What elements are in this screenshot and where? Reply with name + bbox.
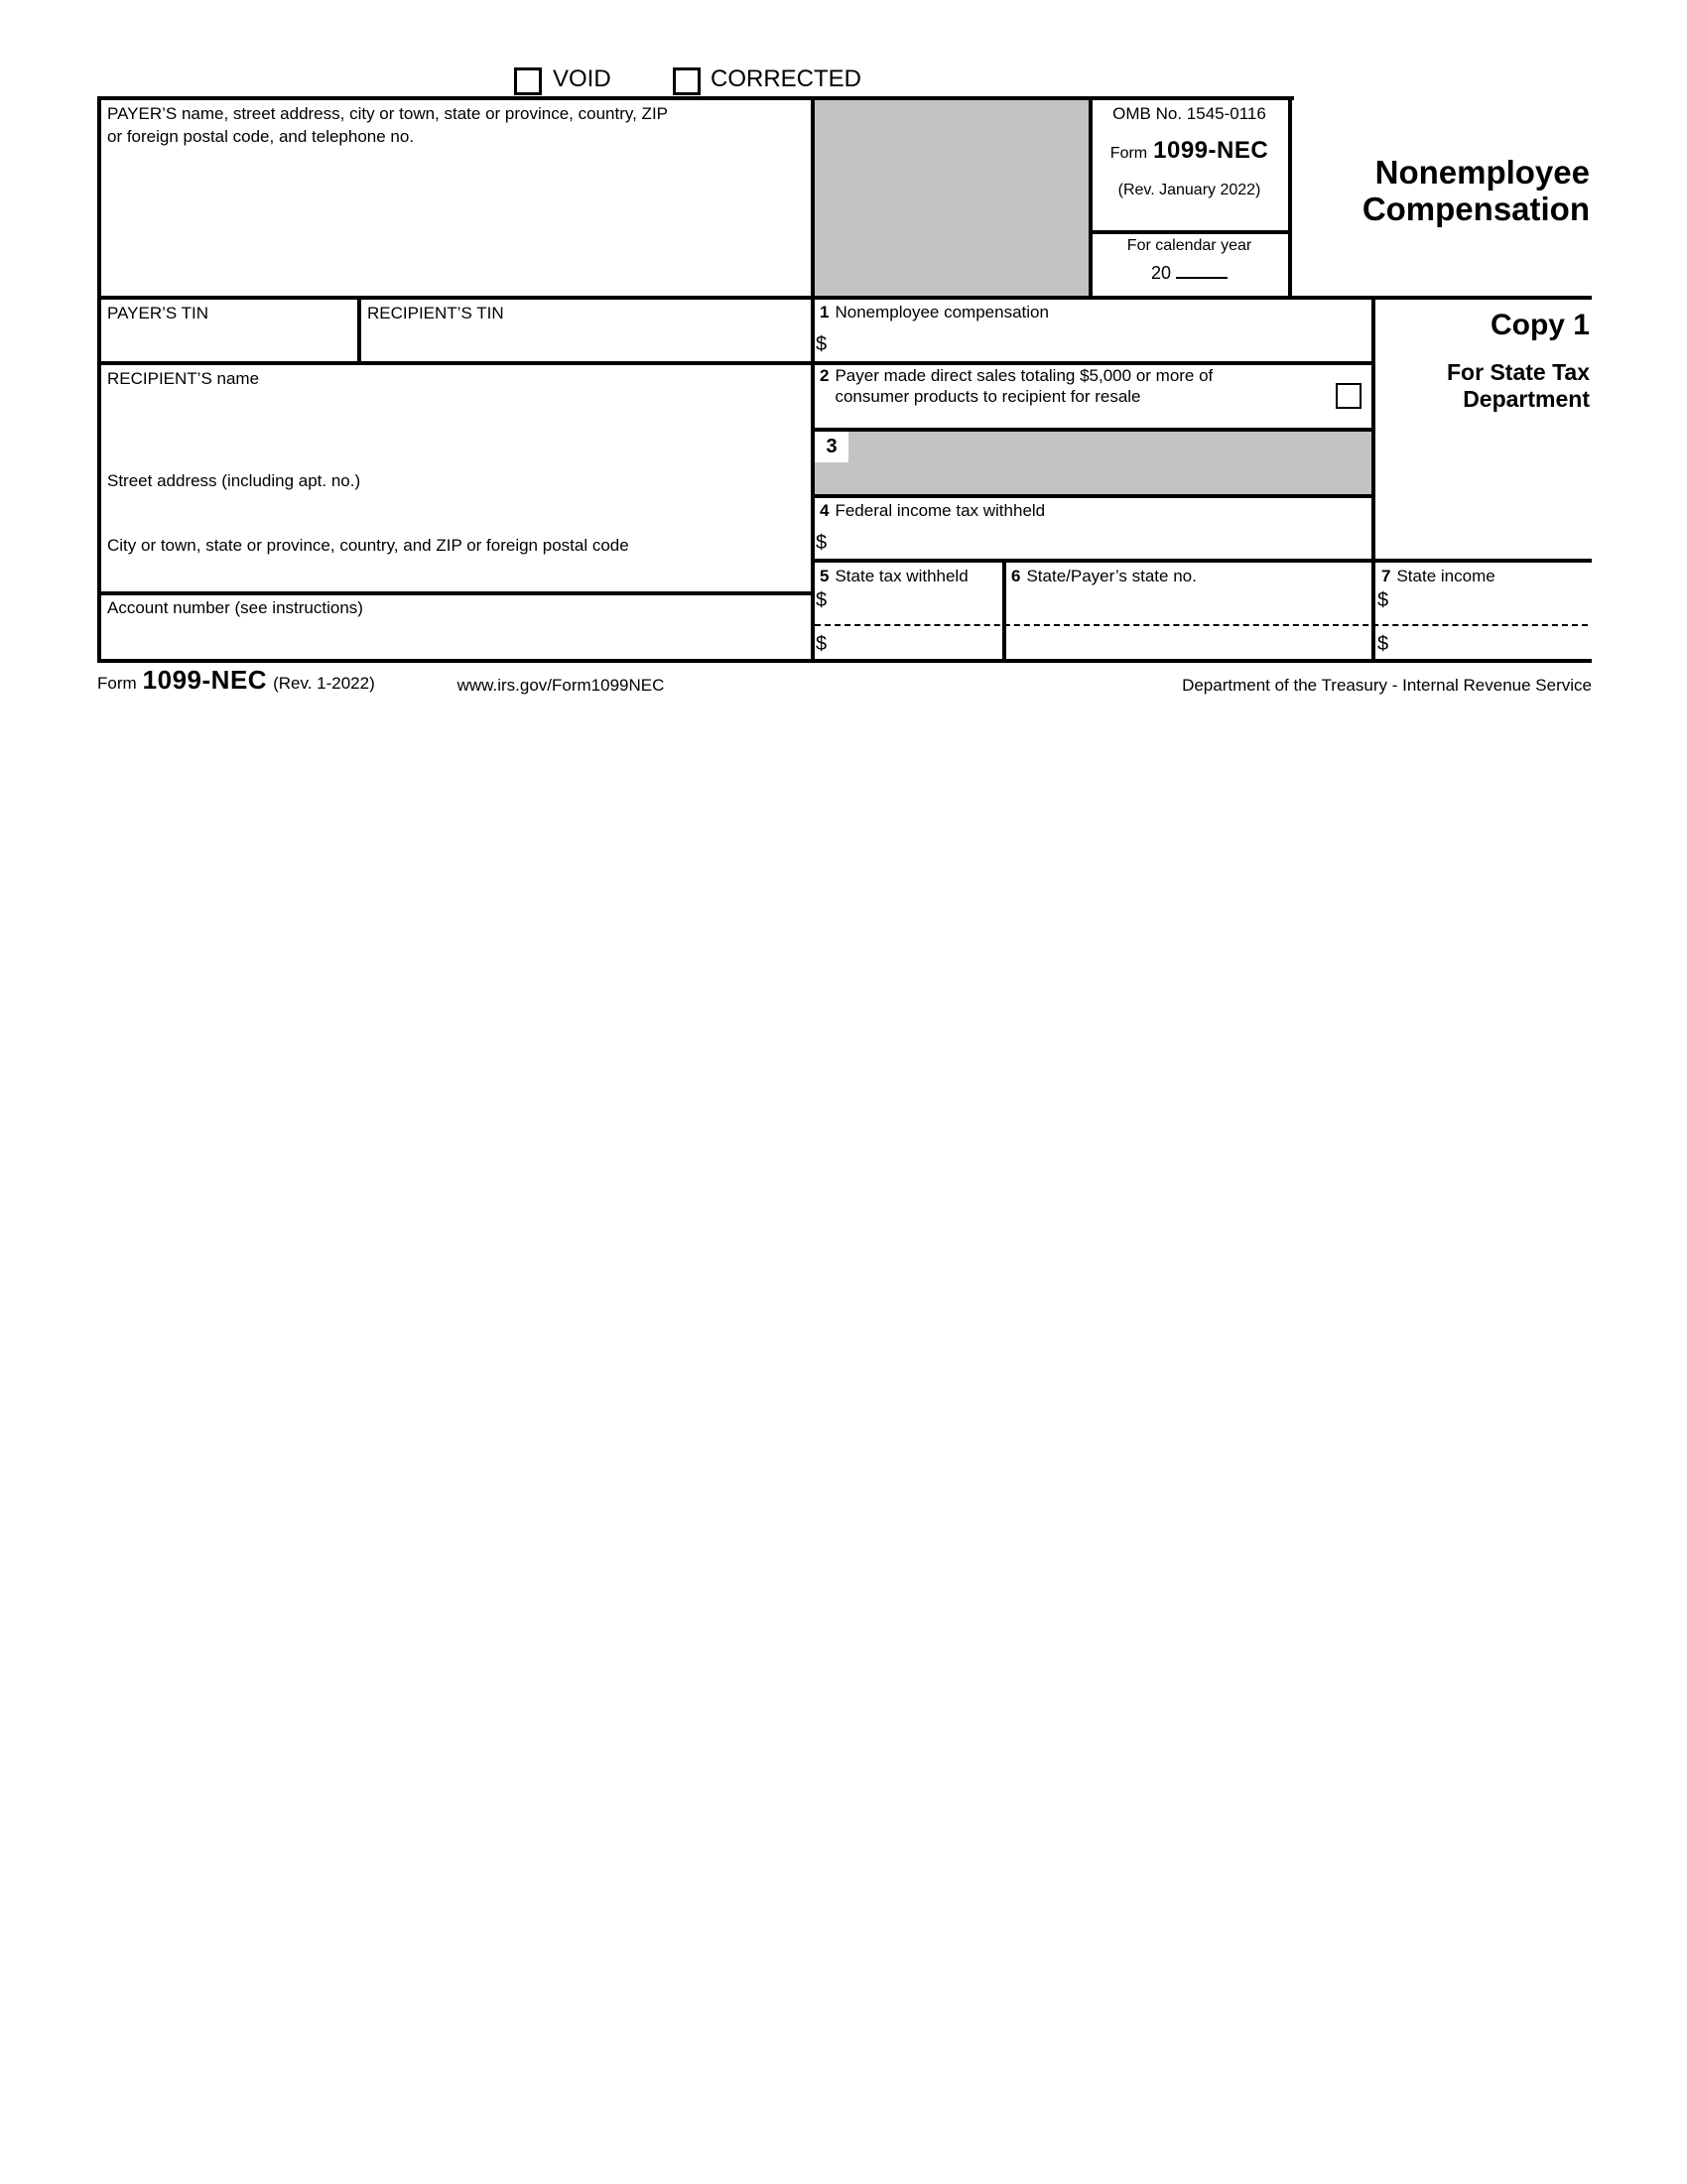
form-number: 1099-NEC (1153, 137, 1269, 164)
box4-bottom-line (811, 559, 1592, 563)
void-checkbox[interactable] (514, 67, 542, 95)
calendar-year-prefix: 20 (1150, 263, 1172, 283)
box5-amount-field-2[interactable] (839, 631, 997, 655)
box7-label: 7 State income (1381, 567, 1495, 585)
payer-info-field[interactable] (103, 151, 804, 290)
form-title: Nonemployee Compensation (1362, 154, 1590, 227)
payer-tin-label: PAYER’S TIN (107, 304, 209, 322)
account-number-label: Account number (see instructions) (107, 598, 363, 617)
form-word: Form (1109, 145, 1148, 162)
recipient-tin-field[interactable] (363, 325, 807, 357)
form-left-border (97, 96, 101, 663)
street-address-label: Street address (including apt. no.) (107, 471, 361, 490)
box1-dollar-sign: $ (816, 333, 828, 355)
shaded-payer-area (811, 96, 1093, 300)
copy-for-line1: For State Tax (1447, 359, 1590, 385)
box1-amount-field[interactable] (839, 331, 1364, 357)
city-field[interactable] (103, 558, 804, 587)
box3-number: 3 (815, 432, 848, 462)
payer-info-label-line1: PAYER’S name, street address, city or town, state or province, country, ZIP (107, 104, 669, 123)
copy-label: Copy 1 (1490, 309, 1590, 341)
box6-state-no-field-1[interactable] (1010, 591, 1367, 619)
calendar-year-field[interactable] (1176, 258, 1228, 279)
box4-amount-field[interactable] (839, 530, 1364, 556)
box5-amount-field-1[interactable] (839, 591, 997, 617)
box7-amount-field-2[interactable] (1401, 631, 1585, 655)
footer-form-word: Form (97, 674, 137, 693)
recipient-name-field[interactable] (103, 391, 804, 462)
state-row-dashed-divider (815, 624, 1588, 626)
box5-label: 5 State tax withheld (820, 567, 969, 585)
recipient-tin-label: RECIPIENT’S TIN (367, 304, 504, 322)
void-label: VOID (553, 65, 611, 92)
box5-dollar-sign-1: $ (816, 589, 828, 611)
street-address-field[interactable] (103, 493, 804, 529)
box5-box6-divider (1002, 559, 1006, 663)
row-tin-top-line (97, 296, 1592, 300)
omb-number: OMB No. 1545-0116 (1112, 104, 1266, 123)
treasury-agency-label: Department of the Treasury - Internal Revenue Service (1182, 676, 1592, 695)
omb-divider-line (1089, 230, 1292, 234)
tin-divider-line (357, 296, 361, 365)
box5-dollar-sign-2: $ (816, 633, 828, 655)
calendar-year-block (1093, 236, 1286, 284)
corrected-label: CORRECTED (711, 65, 862, 92)
box4-dollar-sign: $ (816, 532, 828, 554)
footer-form-number: 1099-NEC (142, 665, 268, 695)
box2-bottom-line (811, 428, 1375, 432)
box7-amount-field-1[interactable] (1401, 591, 1585, 617)
irs-url-link[interactable]: www.irs.gov/Form1099NEC (456, 676, 665, 695)
center-divider-line (811, 96, 815, 663)
corrected-checkbox[interactable] (673, 67, 701, 95)
form-revision: (Rev. January 2022) (1117, 182, 1261, 198)
box4-label: 4 Federal income tax withheld (820, 501, 1046, 520)
account-top-line (97, 591, 815, 595)
footer-form-revision: (Rev. 1-2022) (273, 674, 375, 693)
city-label: City or town, state or province, country, and ZIP or foreign postal code (107, 536, 629, 555)
box6-state-no-field-2[interactable] (1010, 629, 1367, 655)
account-number-field[interactable] (103, 621, 804, 655)
direct-sales-checkbox[interactable] (1336, 383, 1362, 409)
right-column-line (1371, 296, 1375, 663)
form-bottom-border (97, 659, 1592, 663)
payer-tin-field[interactable] (103, 325, 353, 357)
box1-label: 1 Nonemployee compensation (820, 303, 1049, 321)
recipient-name-label: RECIPIENT’S name (107, 369, 260, 388)
box7-dollar-sign-1: $ (1377, 589, 1389, 611)
payer-info-label-line2: or foreign postal code, and telephone no. (107, 127, 415, 146)
box6-label: 6 State/Payer’s state no. (1011, 567, 1197, 585)
box7-dollar-sign-2: $ (1377, 633, 1389, 655)
copy-for-line2: Department (1463, 386, 1590, 412)
box2-label: 2 Payer made direct sales totaling $5,000 or more of consumer products to recipient for resale (820, 366, 1214, 406)
calendar-year-label: For calendar year (1126, 237, 1252, 254)
box3-bottom-line (811, 494, 1375, 498)
shaded-box3-area (811, 428, 1375, 498)
